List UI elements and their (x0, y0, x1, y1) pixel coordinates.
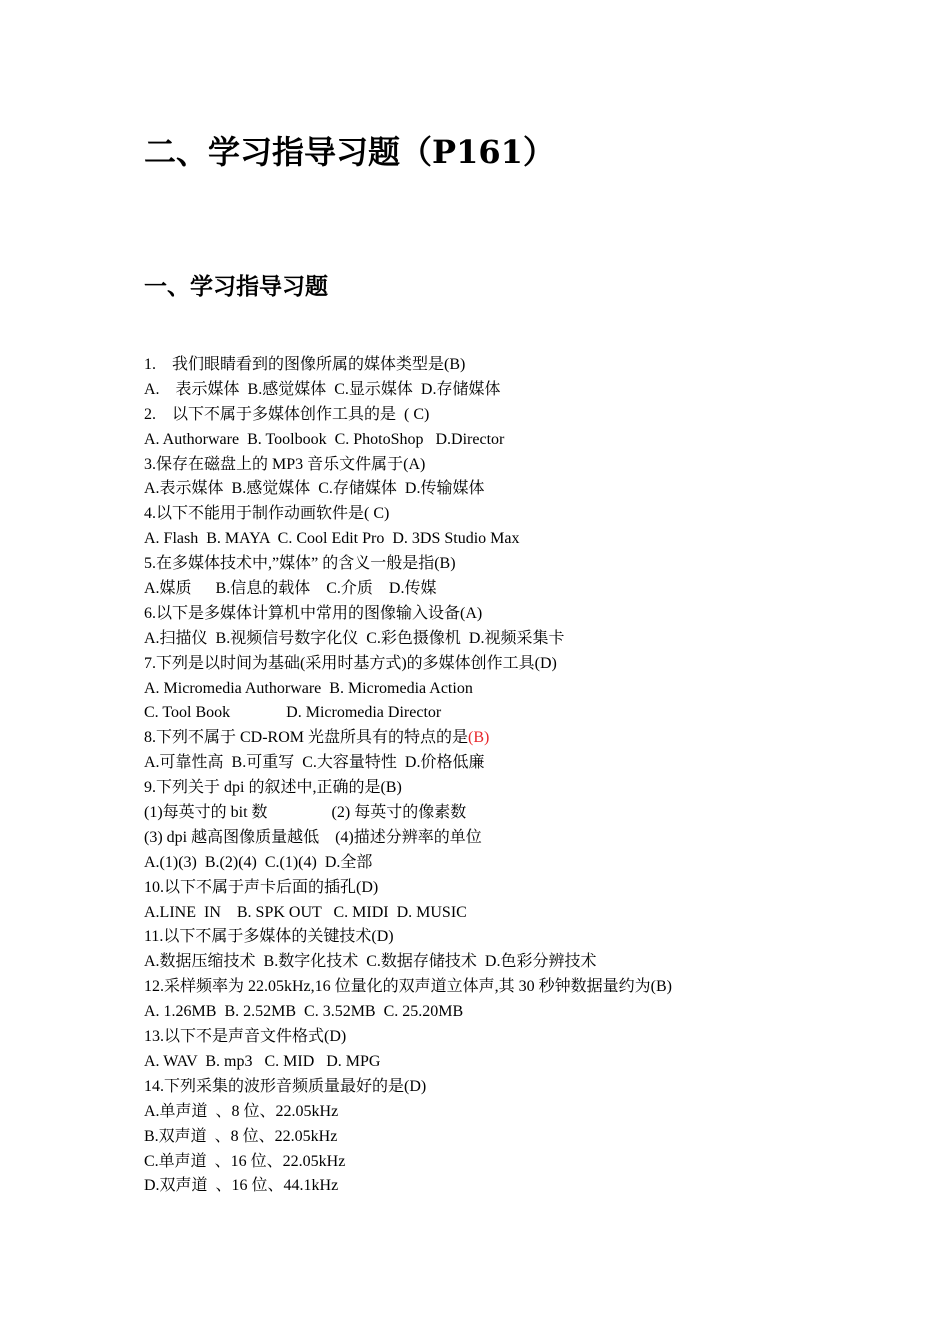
question-8-answer: (B) (468, 729, 490, 747)
question-9: 9.下列关于 dpi 的叙述中,正确的是(B) (144, 779, 402, 797)
question-8-options: A.可靠性高 B.可重写 C.大容量特性 D.价格低廉 (144, 754, 485, 772)
section-heading: 一、学习指导习题 (144, 274, 328, 300)
question-9-options: A.(1)(3) B.(2)(4) C.(1)(4) D.全部 (144, 853, 373, 871)
question-5: 5.在多媒体技术中,”媒体” 的含义一般是指(B) (144, 555, 456, 573)
question-2-options: A. Authorware B. Toolbook C. PhotoShop D.Director (144, 430, 505, 448)
question-1: 1. 我们眼睛看到的图像所属的媒体类型是(B) (144, 356, 466, 373)
question-1-options: A. 表示媒体 B.感觉媒体 C.显示媒体 D.存储媒体 (144, 380, 501, 398)
question-14-option-a: A.单声道 、8 位、22.05kHz (144, 1102, 339, 1120)
question-12-options: A. 1.26MB B. 2.52MB C. 3.52MB C. 25.20MB (144, 1003, 464, 1021)
question-10-options: A.LINE IN B. SPK OUT C. MIDI D. MUSIC (144, 903, 467, 921)
question-11-options: A.数据压缩技术 B.数字化技术 C.数据存储技术 D.色彩分辨技术 (144, 953, 597, 971)
question-12: 12.采样频率为 22.05kHz,16 位量化的双声道立体声,其 30 秒钟数据量约为(B) (144, 978, 672, 996)
question-7: 7.下列是以时间为基础(采用时基方式)的多媒体创作工具(D) (144, 654, 557, 672)
question-14-option-c: C.单声道 、16 位、22.05kHz (144, 1152, 346, 1170)
question-8-text: 8.下列不属于 CD-ROM 光盘所具有的特点的是 (144, 729, 469, 747)
question-14-option-b: B.双声道 、8 位、22.05kHz (144, 1127, 338, 1145)
page-title: 二、学习指导习题（P161） (144, 133, 555, 171)
question-list (144, 353, 904, 1199)
question-7-options-cd: C. Tool Book D. Micromedia Director (144, 704, 442, 722)
question-9-statements-34: (3) dpi 越高图像质量越低 (4)描述分辨率的单位 (144, 828, 482, 846)
question-13-options: A. WAV B. mp3 C. MID D. MPG (144, 1052, 381, 1070)
question-4: 4.以下不能用于制作动画软件是( C) (144, 505, 390, 523)
question-3: 3.保存在磁盘上的 MP3 音乐文件属于(A) (144, 455, 426, 473)
question-9-statements-12: (1)每英寸的 bit 数 (2) 每英寸的像素数 (144, 804, 467, 822)
question-6-options: A.扫描仪 B.视频信号数字化仪 C.彩色摄像机 D.视频采集卡 (144, 629, 565, 647)
question-13: 13.以下不是声音文件格式(D) (144, 1028, 347, 1046)
question-2: 2. 以下不属于多媒体创作工具的是 ( C) (144, 405, 430, 423)
question-3-options: A.表示媒体 B.感觉媒体 C.存储媒体 D.传输媒体 (144, 480, 485, 498)
question-8 (144, 726, 904, 751)
question-5-options: A.媒质 B.信息的载体 C.介质 D.传媒 (144, 580, 437, 598)
question-7-options-ab: A. Micromedia Authorware B. Micromedia Action (144, 679, 473, 697)
question-10: 10.以下不属于声卡后面的插孔(D) (144, 878, 379, 896)
question-4-options: A. Flash B. MAYA C. Cool Edit Pro D. 3DS Studio Max (144, 530, 520, 548)
question-14-option-d: D.双声道 、16 位、44.1kHz (144, 1177, 339, 1195)
question-11: 11.以下不属于多媒体的关键技术(D) (144, 928, 394, 946)
question-14: 14.下列采集的波形音频质量最好的是(D) (144, 1077, 427, 1095)
question-6: 6.以下是多媒体计算机中常用的图像输入设备(A) (144, 604, 483, 622)
